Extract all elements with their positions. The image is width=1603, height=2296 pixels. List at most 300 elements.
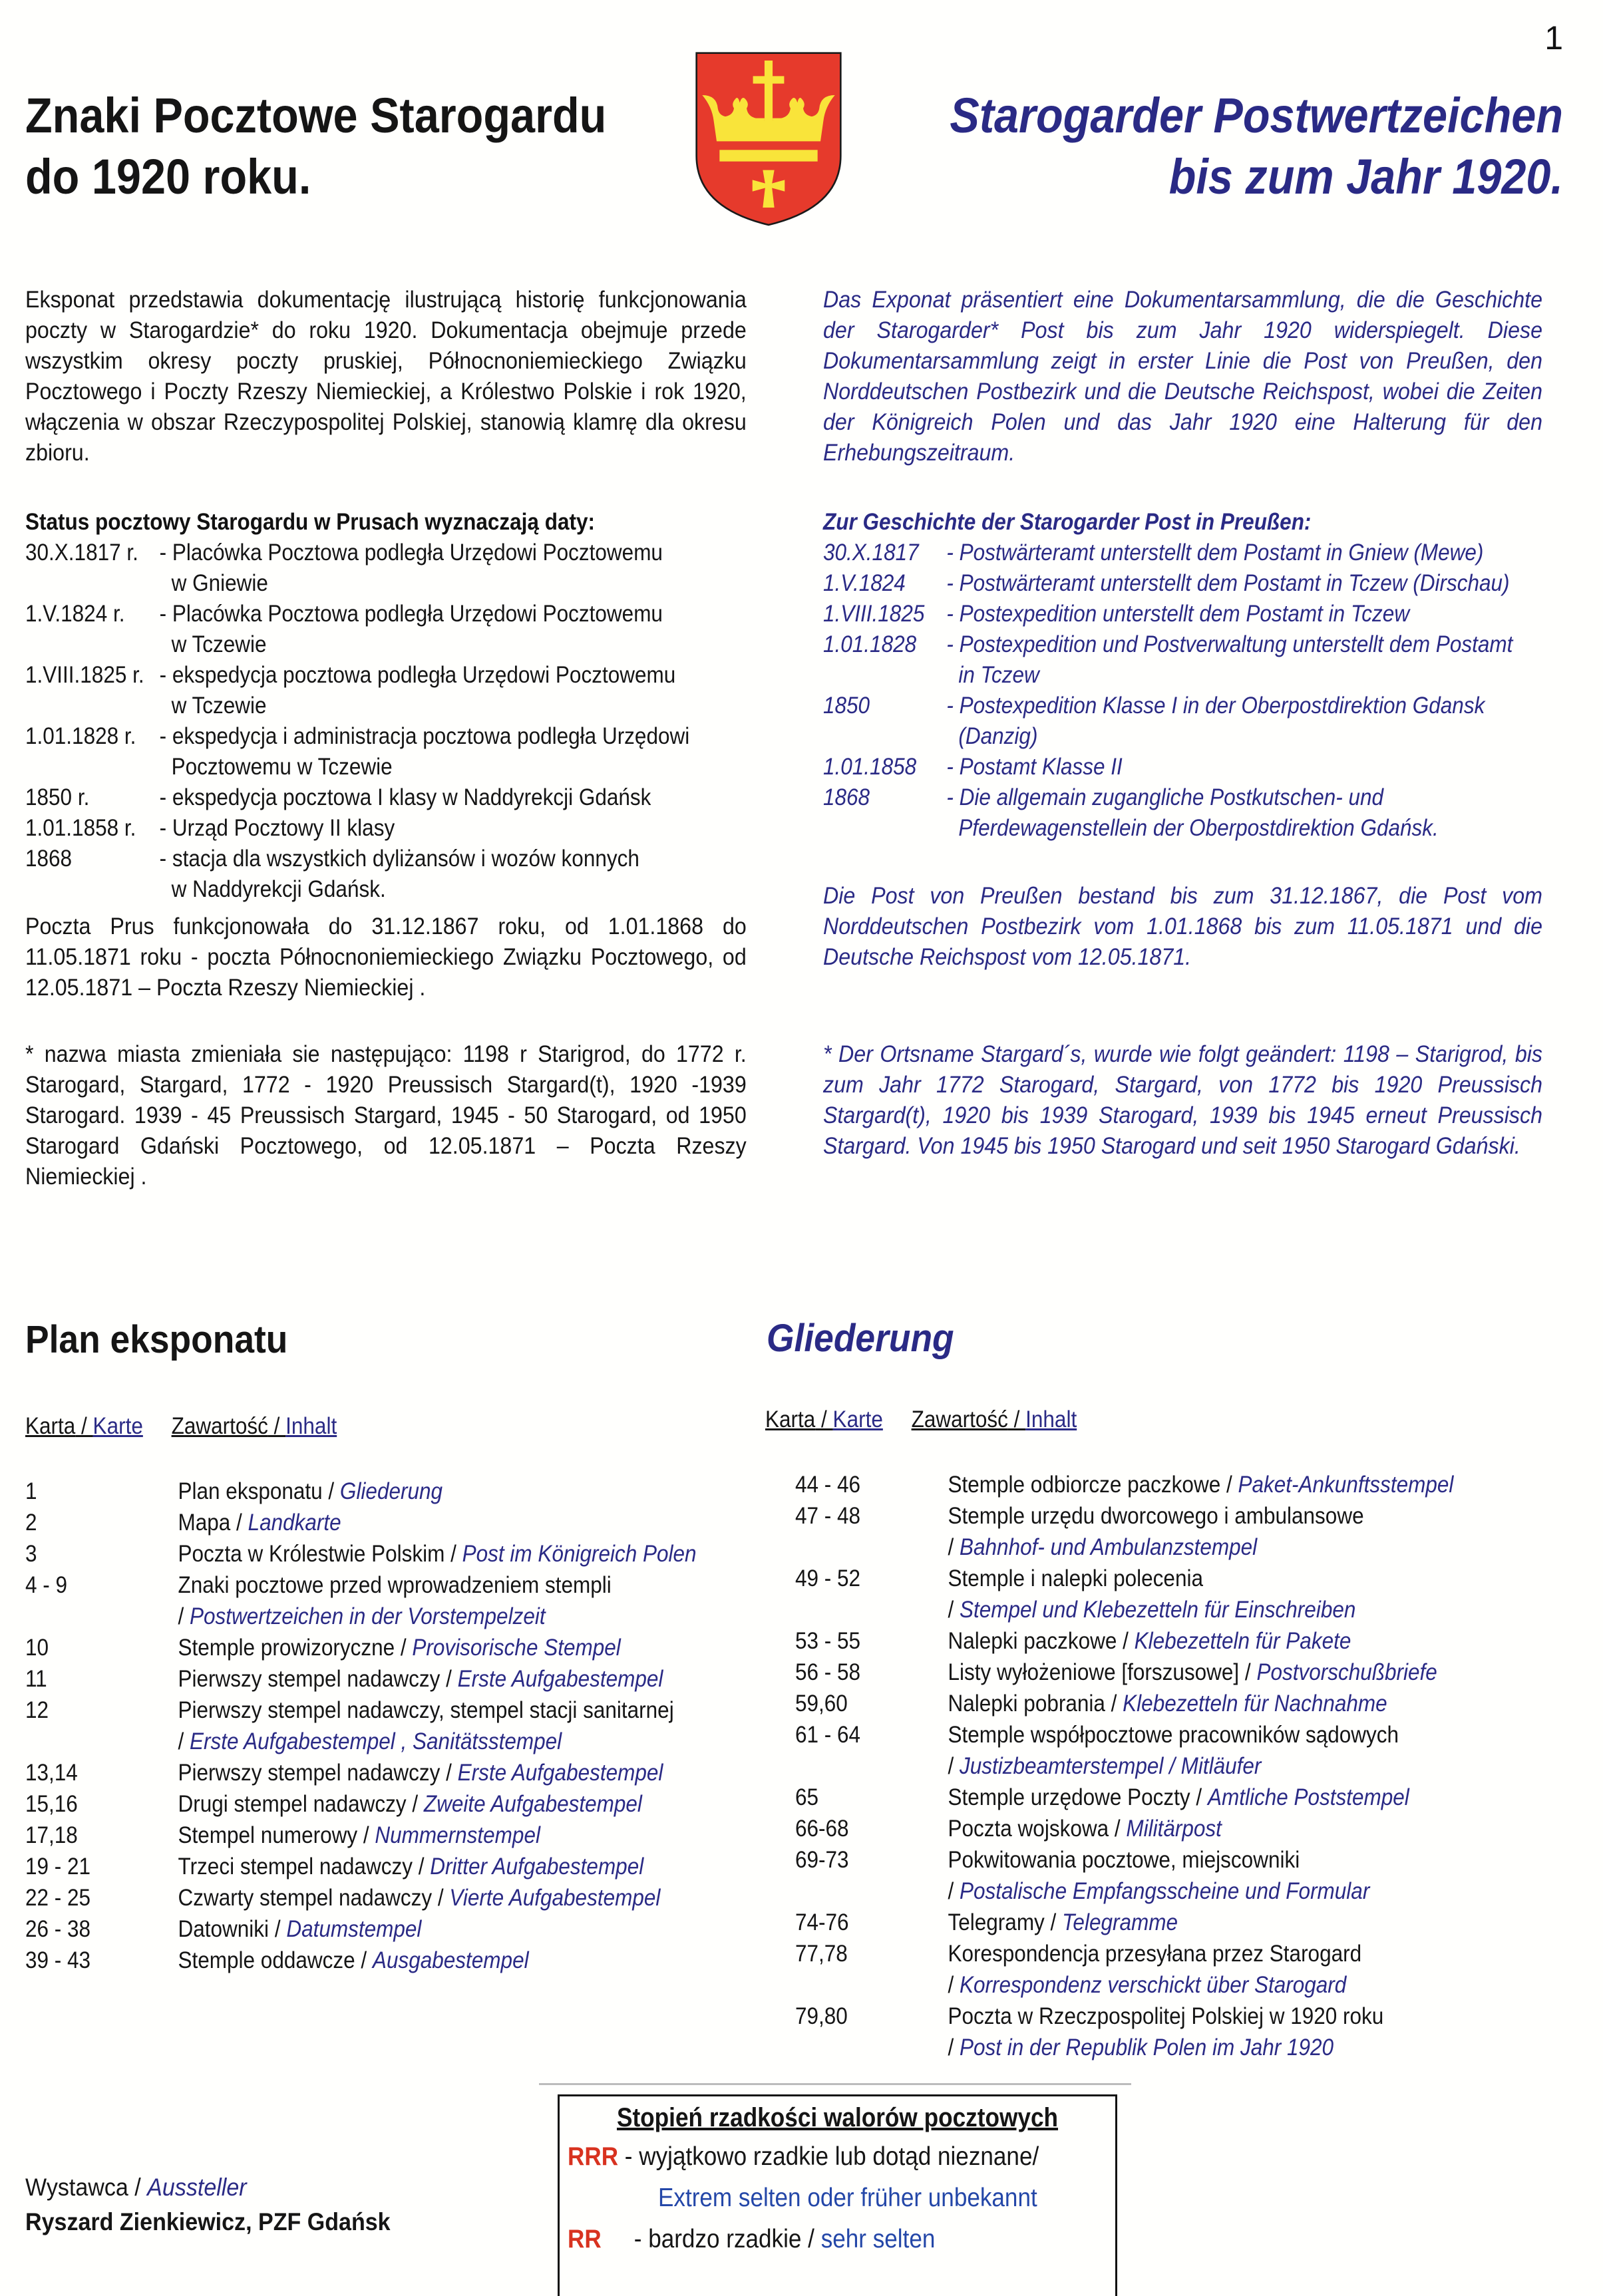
plan-card-number: 2	[25, 1510, 37, 1536]
plan-content-de: Erste Aufgabestempel , Sanitätsstempel	[190, 1728, 562, 1754]
plan-list-item	[795, 1563, 1514, 1625]
footnote-german: * Der Ortsname Stargard´s, wurde wie folgt geändert: 1198 – Starigrod, bis zum Jahr 1772 Starogard, Stargard, von 1772 bis 1920 Preussisch Stargard(t), 1920 bis 1939 Starogard, 1939 bis 1945 erneut Preussisch Stargard. Von 1945 bis 1950 Starogard und seit 1950 Starogard Gdański.	[823, 1041, 1542, 1159]
col-content-pl: Zawartość	[171, 1413, 268, 1439]
plan-content-line	[178, 1695, 745, 1726]
separator: /	[445, 1541, 462, 1567]
plan-list-item	[795, 1844, 1514, 1907]
plan-content	[178, 1820, 745, 1851]
plan-list-right	[795, 1469, 1594, 2063]
plan-content-pl: Trzeci stempel nadawczy	[178, 1854, 413, 1880]
plan-list-item	[25, 1538, 744, 1569]
plan-content-line	[948, 1469, 1514, 1500]
plan-content-line	[178, 1632, 745, 1663]
separator: /	[1105, 1691, 1123, 1717]
plan-content	[178, 1695, 745, 1757]
plan-card-number: 39 - 43	[25, 1947, 91, 1973]
title-polish	[25, 85, 606, 208]
plan-content-pl: Poczta w Królestwie Polskim	[178, 1541, 445, 1567]
col-card-de: Karte	[832, 1406, 883, 1432]
plan-content-line	[948, 1813, 1514, 1844]
timeline-date: 30.X.1817	[823, 540, 919, 566]
plan-content-line	[178, 1476, 745, 1507]
plan-content-pl: Listy wyłożeniowe [forszusowe]	[948, 1659, 1240, 1685]
plan-card-number: 22 - 25	[25, 1885, 91, 1911]
timeline-date: 1850	[823, 693, 870, 719]
plan-content	[178, 1882, 745, 1913]
col-content-de: Inhalt	[1025, 1406, 1077, 1432]
timeline-text	[160, 721, 774, 782]
plan-content-de: Post in der Republik Polen im Jahr 1920	[960, 2035, 1334, 2060]
plan-content-line	[948, 1969, 1514, 2001]
rarity-desc-de: Extrem selten oder früher unbekannt	[658, 2184, 1037, 2212]
plan-content-line	[948, 1876, 1514, 1907]
plan-content-de: Erste Aufgabestempel	[457, 1666, 663, 1692]
plan-list-item	[795, 1688, 1514, 1719]
title-german	[950, 85, 1563, 208]
footnote-polish: * nazwa miasta zmieniała sie następująco: 1198 r Starigrod, do 1772 r. Starogard, Stargard, 1772 - 1920 Preussisch Stargard(t), 1920 -1939 Starogard. 1939 - 45 Preussisch Stargard, 1945 - 50 Starogard, od 1950 Starogard Gdański Pocztowego, od 12.05.1871 – Poczta Rzeszy Niemieckiej .	[25, 1041, 747, 1190]
plan-content-de: Dritter Aufgabestempel	[430, 1854, 644, 1880]
timeline-polish-list	[25, 538, 774, 905]
plan-content-line	[178, 1788, 745, 1820]
intro-german: Das Exponat präsentiert eine Dokumentarsammlung, die die Geschichte der Starogarder* Post bis zum Jahr 1920 widerspiegelt. Diese Dokumentarsammlung zeigt in erster Linie die Post von Preußen, den Norddeutschen Postbezirk und die Deutsche Reichspost, wobei die Zeiten der Königreich Polen und das Jahr 1920 eine Halterung für den Erhebungszeitraum.	[823, 287, 1542, 466]
plan-content	[178, 1851, 745, 1882]
plan-list-item	[25, 1507, 744, 1538]
plan-content-line	[948, 1500, 1514, 1532]
plan-content-line	[948, 1719, 1514, 1750]
separator: /	[412, 1854, 431, 1880]
plan-content-line	[948, 1563, 1514, 1594]
plan-content-pl: Drugi stempel nadawczy	[178, 1791, 407, 1817]
plan-content-de: Landkarte	[248, 1510, 341, 1536]
separator: /	[1044, 1909, 1063, 1935]
plan-content	[948, 1719, 1514, 1782]
timeline-text-line: - Postwärteramt unterstellt dem Postamt in Gniew (Mewe)	[946, 540, 1484, 566]
timeline-text-line: - ekspedycja pocztowa I klasy w Naddyrekcji Gdańsk	[159, 784, 651, 810]
plan-list-item	[25, 1882, 744, 1913]
separator: /	[406, 1791, 424, 1817]
plan-content-pl: Stemple współpocztowe pracowników sądowych	[948, 1722, 1399, 1748]
rarity-item-rrr	[568, 2142, 1061, 2172]
plan-content-pl: Poczta wojskowa	[948, 1816, 1109, 1842]
plan-content	[178, 1569, 745, 1632]
rarity-title: Stopień rzadkości walorów pocztowych	[616, 2103, 1059, 2132]
plan-content	[178, 1632, 745, 1663]
plan-content-pl: Czwarty stempel nadawczy	[178, 1885, 433, 1911]
plan-content-line	[948, 1657, 1514, 1688]
plan-content-pl: Stemple odbiorcze paczkowe	[948, 1472, 1221, 1498]
timeline-entry	[823, 629, 1572, 691]
timeline-date: 1850 r.	[25, 784, 90, 810]
plan-content-pl: Stemple urzędowe Poczty	[948, 1784, 1190, 1810]
timeline-entry	[823, 752, 1572, 782]
timeline-entry	[25, 813, 774, 844]
separator: /	[355, 1947, 373, 1973]
plan-content-line	[178, 1757, 745, 1788]
plan-card-number: 13,14	[25, 1760, 78, 1786]
timeline-german-list	[823, 538, 1572, 844]
plan-content	[948, 2001, 1514, 2063]
plan-list-item	[795, 1719, 1514, 1782]
plan-content-de: Vierte Aufgabestempel	[449, 1885, 661, 1911]
plan-content-de: Klebezetteln für Pakete	[1134, 1628, 1351, 1654]
rarity-desc-pl: - wyjątkowo rzadkie lub dotąd nieznane/	[624, 2142, 1039, 2171]
timeline-text-line: - Placówka Pocztowa podległa Urzędowi Pocztowemu	[159, 540, 663, 566]
timeline-text-continuation: w Gniewie	[171, 570, 268, 596]
plan-content-line	[948, 1907, 1514, 1938]
plan-content-de: Postwertzeichen in der Vorstempelzeit	[190, 1603, 546, 1629]
plan-content-pl: Stemple prowizoryczne	[178, 1635, 395, 1661]
plan-list-item	[795, 1469, 1514, 1500]
timeline-text-line: - Postexpedition und Postverwaltung unterstellt dem Postamt	[946, 631, 1513, 657]
plan-card-number: 26 - 38	[25, 1916, 91, 1942]
plan-content-line	[948, 1688, 1514, 1719]
timeline-text	[946, 752, 1572, 782]
timeline-date: 1.01.1828	[823, 631, 917, 657]
plan-content-line	[178, 1569, 745, 1601]
plan-list-left	[25, 1476, 824, 1976]
separator: /	[178, 1728, 190, 1754]
plan-right-column-headers: Karta / Karte Zawartość / Inhalt	[765, 1406, 1077, 1432]
plan-content-line	[948, 1782, 1514, 1813]
plan-content-line	[948, 1625, 1514, 1657]
separator: /	[1239, 1659, 1257, 1685]
timeline-text-line: - Urząd Pocztowy II klasy	[159, 815, 395, 841]
separator: /	[178, 1603, 190, 1629]
separator: /	[322, 1478, 340, 1504]
plan-content	[948, 1907, 1514, 1938]
timeline-text-line: - Postamt Klasse II	[946, 754, 1123, 780]
plan-list-item	[25, 1788, 744, 1820]
plan-content	[948, 1657, 1514, 1688]
plan-content	[178, 1945, 745, 1976]
title-german-line2: bis zum Jahr 1920.	[1168, 149, 1563, 204]
timeline-text-line: - ekspedycja i administracja pocztowa podległa Urzędowi	[159, 723, 690, 749]
plan-content	[948, 1688, 1514, 1719]
timeline-text-continuation: (Danzig)	[958, 723, 1038, 749]
plan-content	[178, 1788, 745, 1820]
rarity-desc-pl: - bardzo rzadkie /	[633, 2225, 814, 2253]
timeline-entry	[823, 599, 1572, 629]
rarity-code: RR	[568, 2225, 602, 2253]
timeline-german	[823, 507, 1572, 844]
intro-polish: Eksponat przedstawia dokumentację ilustrującą historię funkcjonowania poczty w Starogardzie* do roku 1920. Dokumentacja obejmuje przede wszystkim okresy poczty pruskiej, Północnoniemieckiego Związku Pocztowego i Poczty Rzeszy Niemieckiej, a Królestwo Polskie i rok 1920, włączenia w obszar Rzeczypospolitej Polskiej, stanowią klamrę dla okresu zbioru.	[25, 287, 747, 466]
title-polish-line1: Znaki Pocztowe Starogardu	[25, 88, 607, 143]
plan-content-pl: Pierwszy stempel nadawczy	[178, 1760, 441, 1786]
title-polish-line2: do 1920 roku.	[25, 149, 311, 204]
plan-list-item	[795, 1907, 1514, 1938]
plan-card-number: 10	[25, 1635, 49, 1661]
timeline-text-line: - ekspedycja pocztowa podległa Urzędowi Pocztowemu	[159, 662, 676, 688]
plan-content-de: Postalische Empfangsscheine und Formular	[960, 1878, 1370, 1904]
timeline-entry	[25, 660, 774, 721]
col-content-pl: Zawartość	[911, 1406, 1008, 1432]
plan-list-item	[25, 1945, 744, 1976]
plan-content-line	[178, 1538, 745, 1569]
plan-card-number: 1	[25, 1478, 37, 1504]
exhibitor-name: Ryszard Zienkiewicz, PZF Gdańsk	[25, 2208, 391, 2235]
plan-content-de: Post im Königreich Polen	[462, 1541, 697, 1567]
timeline-date: 1.VIII.1825 r.	[25, 662, 144, 688]
plan-list-item	[25, 1663, 744, 1695]
plan-card-number: 19 - 21	[25, 1854, 91, 1880]
plan-content-line	[178, 1663, 745, 1695]
plan-content-line	[178, 1851, 745, 1882]
plan-content	[948, 1500, 1514, 1563]
rarity-legend-box	[558, 2094, 1117, 2296]
separator: /	[948, 1878, 960, 1904]
plan-content-de: Telegramme	[1062, 1909, 1178, 1935]
plan-content	[178, 1757, 745, 1788]
plan-content-line	[948, 1844, 1514, 1876]
plan-content-de: Provisorische Stempel	[412, 1635, 621, 1661]
plan-content-de: Paket-Ankunftsstempel	[1238, 1472, 1454, 1498]
plan-content-pl: Poczta w Rzeczpospolitej Polskiej w 1920 roku	[948, 2003, 1384, 2029]
plan-content-line	[948, 1594, 1514, 1625]
timeline-date: 1868	[823, 784, 870, 810]
timeline-text-continuation: w Naddyrekcji Gdańsk.	[171, 876, 386, 902]
plan-content-line	[178, 1882, 745, 1913]
plan-content-line	[948, 1750, 1514, 1782]
plan-content	[178, 1476, 745, 1507]
plan-heading-german: Gliederung	[767, 1317, 954, 1360]
plan-card-number: 12	[25, 1697, 49, 1723]
separator: /	[440, 1666, 458, 1692]
plan-card-number: 4 - 9	[25, 1572, 68, 1598]
timeline-text-line: - Die allgemain zugangliche Postkutschen- und	[946, 784, 1384, 810]
plan-card-number: 77,78	[795, 1941, 848, 1967]
plan-list-item	[25, 1820, 744, 1851]
plan-content-de: Bahnhof- und Ambulanzstempel	[960, 1534, 1258, 1560]
timeline-entry	[823, 691, 1572, 752]
plan-content-pl: Pierwszy stempel nadawczy	[178, 1666, 441, 1692]
col-card-pl: Karta	[25, 1413, 76, 1439]
plan-content	[948, 1844, 1514, 1907]
plan-content-de: Postvorschußbriefe	[1256, 1659, 1437, 1685]
timeline-text	[946, 782, 1572, 844]
separator: /	[1109, 1816, 1127, 1842]
plan-list-item	[795, 1938, 1514, 2001]
plan-content-line	[178, 1945, 745, 1976]
summary-german: Die Post von Preußen bestand bis zum 31.12.1867, die Post vom Norddeutschen Postbezirk vom 1.01.1868 bis zum 11.05.1871 und die Deutsche Reichspost vom 12.05.1871.	[823, 883, 1542, 970]
timeline-polish-heading: Status pocztowy Starogardu w Prusach wyznaczają daty:	[25, 509, 595, 535]
separator: /	[948, 2035, 960, 2060]
plan-content	[948, 1813, 1514, 1844]
plan-content-de: Klebezetteln für Nachnahme	[1123, 1691, 1387, 1717]
plan-content-line	[178, 1601, 745, 1632]
divider	[539, 2083, 1131, 2085]
timeline-date: 1868	[25, 846, 73, 872]
col-card-pl: Karta	[765, 1406, 816, 1432]
plan-content	[178, 1663, 745, 1695]
timeline-text	[946, 568, 1572, 599]
plan-list-item	[25, 1569, 744, 1632]
timeline-date: 1.V.1824 r.	[25, 601, 125, 627]
plan-content-pl: Stemple urzędu dworcowego i ambulansowe	[948, 1503, 1364, 1529]
plan-content-de: Zweite Aufgabestempel	[423, 1791, 642, 1817]
plan-list-item	[795, 2001, 1514, 2063]
plan-content-line	[178, 1507, 745, 1538]
timeline-date: 1.01.1828 r.	[25, 723, 136, 749]
plan-card-number: 79,80	[795, 2003, 848, 2029]
rarity-desc-de: sehr selten	[820, 2225, 936, 2253]
plan-content-line	[178, 1820, 745, 1851]
separator: /	[395, 1635, 413, 1661]
separator: /	[230, 1510, 248, 1536]
timeline-polish	[25, 507, 774, 905]
timeline-date: 1.01.1858 r.	[25, 815, 136, 841]
plan-card-number: 65	[795, 1784, 819, 1810]
timeline-german-heading: Zur Geschichte der Starogarder Post in Preußen:	[823, 509, 1312, 535]
plan-content	[948, 1563, 1514, 1625]
timeline-text-line: - Postexpedition Klasse I in der Oberpostdirektion Gdansk	[946, 693, 1485, 719]
timeline-text	[160, 660, 774, 721]
plan-content-pl: Znaki pocztowe przed wprowadzeniem stempli	[178, 1572, 612, 1598]
timeline-entry	[25, 538, 774, 599]
rarity-item-rr	[568, 2225, 1061, 2254]
exhibitor: Wystawca / Aussteller Ryszard Zienkiewicz, PZF Gdańsk	[25, 2170, 391, 2239]
plan-content-de: Nummernstempel	[375, 1822, 540, 1848]
plan-card-number: 3	[25, 1541, 37, 1567]
timeline-text-continuation: w Tczewie	[171, 693, 267, 719]
exhibitor-label-pl: Wystawca	[25, 2174, 128, 2201]
plan-content-de: Militärpost	[1126, 1816, 1222, 1842]
plan-card-number: 69-73	[795, 1847, 849, 1873]
timeline-date: 30.X.1817 r.	[25, 540, 138, 566]
plan-content-pl: Mapa	[178, 1510, 231, 1536]
timeline-text-line: - stacja dla wszystkich dyliżansów i wozów konnych	[159, 846, 639, 872]
page-number: 1	[1544, 19, 1563, 57]
plan-content-pl: Pierwszy stempel nadawczy, stempel stacji sanitarnej	[178, 1697, 674, 1723]
timeline-entry	[25, 782, 774, 813]
timeline-text	[946, 538, 1572, 568]
separator: /	[432, 1885, 450, 1911]
plan-list-item	[25, 1913, 744, 1945]
plan-card-number: 11	[25, 1666, 47, 1692]
timeline-text-continuation: in Tczew	[958, 662, 1039, 688]
rarity-code: RRR	[568, 2142, 619, 2171]
plan-list-item	[25, 1757, 744, 1788]
plan-content-line	[948, 2032, 1514, 2063]
timeline-text-line: - Postwärteramt unterstellt dem Postamt in Tczew (Dirschau)	[946, 570, 1510, 596]
timeline-date: 1.VIII.1825	[823, 601, 925, 627]
timeline-text	[160, 844, 774, 905]
separator: /	[440, 1760, 458, 1786]
plan-list-item	[795, 1500, 1514, 1563]
separator: /	[948, 1972, 960, 1998]
plan-card-number: 44 - 46	[795, 1472, 861, 1498]
plan-content	[948, 1625, 1514, 1657]
plan-content-de: Justizbeamterstempel / Mitläufer	[960, 1753, 1262, 1779]
plan-content-line	[948, 1938, 1514, 1969]
timeline-text	[946, 629, 1572, 691]
plan-content	[948, 1938, 1514, 2001]
exhibitor-label-de: Aussteller	[147, 2174, 247, 2201]
plan-card-number: 17,18	[25, 1822, 78, 1848]
timeline-entry	[25, 599, 774, 660]
plan-content-pl: Plan eksponatu	[178, 1478, 323, 1504]
separator: /	[948, 1597, 960, 1623]
plan-card-number: 53 - 55	[795, 1628, 861, 1654]
timeline-entry	[823, 538, 1572, 568]
plan-content-pl: Korespondencja przesyłana przez Starogard	[948, 1941, 1362, 1967]
plan-content-pl: Nalepki pobrania	[948, 1691, 1105, 1717]
plan-left-column-headers: Karta / Karte Zawartość / Inhalt	[25, 1413, 337, 1439]
plan-content-line	[948, 1532, 1514, 1563]
plan-content	[178, 1538, 745, 1569]
timeline-text	[160, 538, 774, 599]
col-content-de: Inhalt	[285, 1413, 337, 1439]
timeline-text	[946, 599, 1572, 629]
plan-content	[178, 1913, 745, 1945]
plan-list-item	[795, 1782, 1514, 1813]
timeline-text	[160, 813, 774, 844]
plan-card-number: 66-68	[795, 1816, 849, 1842]
plan-list-item	[795, 1813, 1514, 1844]
title-german-line1: Starogarder Postwertzeichen	[950, 88, 1563, 143]
plan-card-number: 59,60	[795, 1691, 848, 1717]
separator: /	[1190, 1784, 1208, 1810]
separator: /	[1117, 1628, 1135, 1654]
timeline-entry	[823, 782, 1572, 844]
plan-list-item	[25, 1695, 744, 1757]
separator: /	[948, 1753, 960, 1779]
separator: /	[1220, 1472, 1238, 1498]
plan-content-line	[178, 1726, 745, 1757]
timeline-text-continuation: Pocztowemu w Tczewie	[171, 754, 393, 780]
plan-list-item	[25, 1632, 744, 1663]
plan-card-number: 61 - 64	[795, 1722, 861, 1748]
separator: /	[269, 1916, 287, 1942]
plan-content-de: Ausgabestempel	[372, 1947, 529, 1973]
timeline-entry	[25, 721, 774, 782]
plan-content-de: Erste Aufgabestempel	[457, 1760, 663, 1786]
plan-content-de: Gliederung	[339, 1478, 443, 1504]
timeline-text	[160, 599, 774, 660]
plan-content-de: Stempel und Klebezetteln für Einschreiben	[960, 1597, 1356, 1623]
timeline-text-line: - Postexpedition unterstellt dem Postamt in Tczew	[946, 601, 1410, 627]
timeline-text-line: - Placówka Pocztowa podległa Urzędowi Pocztowemu	[159, 601, 663, 627]
plan-content-pl: Datowniki	[178, 1916, 269, 1942]
plan-list-item	[25, 1476, 744, 1507]
timeline-entry	[823, 568, 1572, 599]
plan-list-item	[25, 1851, 744, 1882]
plan-content-de: Korrespondenz verschickt über Starogard	[960, 1972, 1347, 1998]
summary-polish: Poczta Prus funkcjonowała do 31.12.1867 roku, od 1.01.1868 do 11.05.1871 roku - poczta Północnoniemieckiego Związku Pocztowego, od 12.05.1871 – Poczta Rzeszy Niemieckiej .	[25, 913, 747, 1001]
timeline-entry	[25, 844, 774, 905]
plan-content-de: Amtliche Poststempel	[1207, 1784, 1409, 1810]
plan-list-item	[795, 1657, 1514, 1688]
timeline-text-continuation: w Tczewie	[171, 631, 267, 657]
plan-content-pl: Stemple oddawcze	[178, 1947, 355, 1973]
col-card-de: Karte	[92, 1413, 143, 1439]
timeline-text	[160, 782, 774, 813]
plan-content-line	[948, 2001, 1514, 2032]
plan-content-pl: Pokwitowania pocztowe, miejscowniki	[948, 1847, 1300, 1873]
plan-card-number: 74-76	[795, 1909, 849, 1935]
plan-card-number: 49 - 52	[795, 1565, 861, 1591]
plan-content-pl: Stemple i nalepki polecenia	[948, 1565, 1203, 1591]
coat-of-arms-icon	[682, 39, 855, 238]
plan-content	[178, 1507, 745, 1538]
plan-list-item	[795, 1625, 1514, 1657]
plan-card-number: 56 - 58	[795, 1659, 861, 1685]
timeline-date: 1.01.1858	[823, 754, 917, 780]
separator: /	[357, 1822, 375, 1848]
plan-content-line	[178, 1913, 745, 1945]
plan-content-de: Datumstempel	[286, 1916, 422, 1942]
plan-content-pl: Stempel numerowy	[178, 1822, 358, 1848]
separator: /	[948, 1534, 960, 1560]
